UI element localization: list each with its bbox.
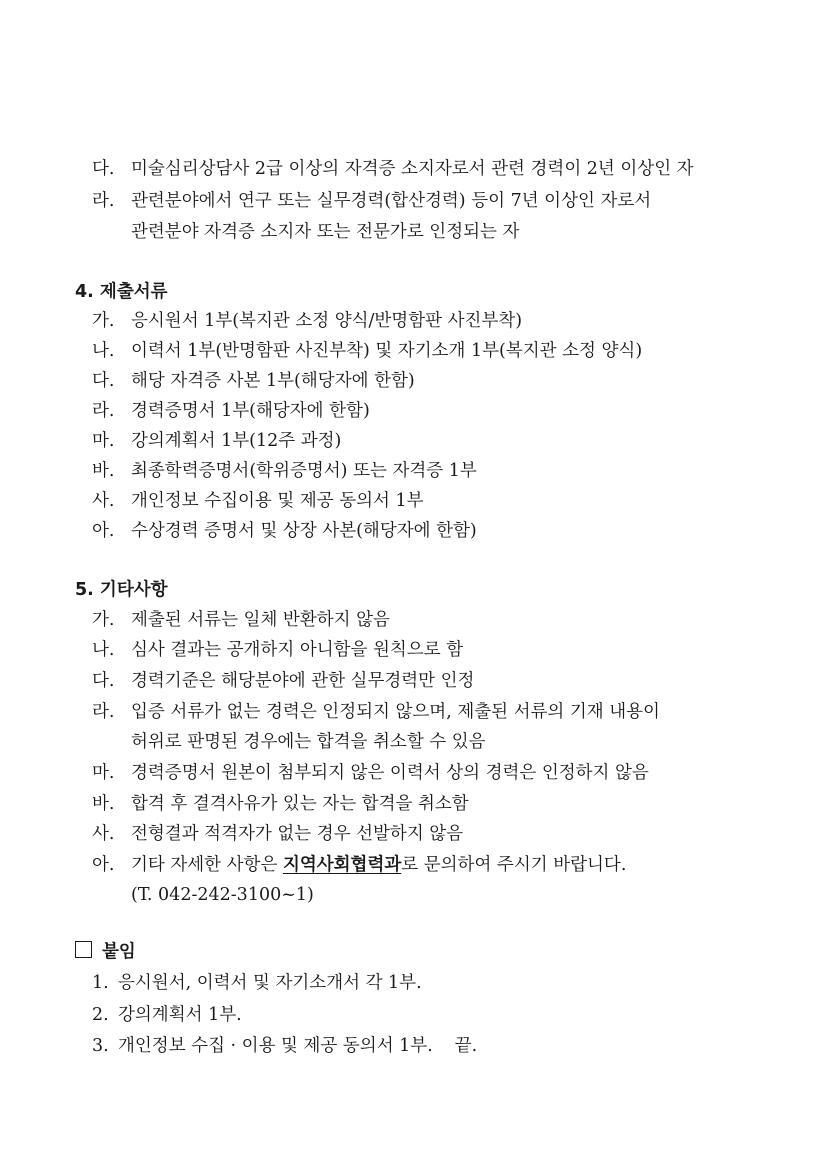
item-marker: 가. [92, 311, 115, 331]
list-item [92, 309, 522, 333]
list-item [92, 608, 390, 632]
list-item [92, 971, 422, 995]
item-marker: 나. [92, 640, 115, 660]
item-marker: 가. [92, 610, 115, 630]
item-marker: 라. [92, 702, 115, 722]
department-name: 지역사회협력과 [282, 855, 402, 875]
list-item [92, 369, 415, 393]
item-text: 경력기준은 해당분야에 관한 실무경력만 인정 [131, 671, 475, 691]
list-item [92, 519, 477, 543]
list-item [92, 700, 660, 724]
item-text: 합격 후 결격사유가 있는 자는 합격을 취소함 [131, 794, 469, 814]
item-marker: 사. [92, 491, 115, 511]
item-text: 수상경력 증명서 및 상장 사본(해당자에 한함) [131, 521, 477, 541]
item-text: 미술심리상담사 2급 이상의 자격증 소지자로서 관련 경력이 2년 이상인 자 [131, 159, 694, 179]
item-text: 응시원서, 이력서 및 자기소개서 각 1부. [118, 973, 422, 993]
list-item [92, 822, 463, 846]
item-text: 경력증명서 1부(해당자에 한함) [131, 401, 370, 421]
checkbox-square-icon [75, 941, 92, 958]
item-continuation: 관련분야 자격증 소지자 또는 전문가로 인정되는 자 [131, 222, 520, 242]
item-text: 개인정보 수집 · 이용 및 제공 동의서 1부. [118, 1036, 433, 1056]
contact-phone: (T. 042-242-3100~1) [131, 885, 314, 905]
item-text: 개인정보 수집이용 및 제공 동의서 1부 [131, 491, 424, 511]
item-continuation: 허위로 판명된 경우에는 합격을 취소할 수 있음 [131, 732, 486, 752]
list-item [92, 853, 626, 877]
item-text: 이력서 1부(반명함판 사진부착) 및 자기소개 1부(복지관 소정 양식) [131, 341, 643, 361]
list-item [92, 669, 474, 693]
list-item [92, 339, 642, 363]
list-item [92, 399, 370, 423]
item-text: 심사 결과는 공개하지 아니함을 원칙으로 함 [131, 640, 464, 660]
item-text-before: 기타 자세한 사항은 [131, 855, 283, 875]
item-text: 강의계획서 1부. [118, 1005, 242, 1025]
list-item [92, 1003, 242, 1027]
item-marker: 아. [92, 855, 115, 875]
item-marker: 아. [92, 521, 115, 541]
item-text: 입증 서류가 없는 경력은 인정되지 않으며, 제출된 서류의 기재 내용이 [131, 702, 660, 722]
item-text: 전형결과 적격자가 없는 경우 선발하지 않음 [131, 824, 464, 844]
attachments-heading [75, 940, 136, 964]
list-item [92, 459, 477, 483]
item-marker: 3. [92, 1036, 109, 1056]
item-marker: 라. [92, 401, 115, 421]
item-marker: 다. [92, 671, 115, 691]
item-text: 응시원서 1부(복지관 소정 양식/반명함판 사진부착) [131, 311, 523, 331]
item-marker: 2. [92, 1005, 109, 1025]
item-marker: 라. [92, 191, 115, 211]
list-item [92, 489, 424, 513]
item-text: 경력증명서 원본이 첨부되지 않은 이력서 상의 경력은 인정하지 않음 [131, 763, 649, 783]
item-marker: 바. [92, 794, 115, 814]
item-marker: 바. [92, 461, 115, 481]
item-marker: 사. [92, 824, 115, 844]
attachments-heading-text: 붙임 [102, 942, 136, 962]
item-text: 해당 자격증 사본 1부(해당자에 한함) [131, 371, 415, 391]
item-marker: 1. [92, 973, 109, 993]
item-marker: 마. [92, 431, 115, 451]
item-text: 강의계획서 1부(12주 과정) [131, 431, 342, 451]
list-item [92, 638, 463, 662]
end-mark: 끝. [454, 1036, 478, 1056]
item-marker: 다. [92, 371, 115, 391]
item-text-after: 로 문의하여 주시기 바랍니다. [401, 855, 627, 875]
item-marker: 마. [92, 763, 115, 783]
list-item [92, 157, 694, 181]
list-item [92, 792, 469, 816]
list-item [92, 429, 341, 453]
section-heading: 4. 제출서류 [75, 282, 168, 302]
item-text: 제출된 서류는 일체 반환하지 않음 [131, 610, 390, 630]
list-item [92, 189, 651, 213]
item-text: 최종학력증명서(학위증명서) 또는 자격증 1부 [131, 461, 477, 481]
list-item [92, 761, 649, 785]
item-marker: 다. [92, 159, 115, 179]
section-heading: 5. 기타사항 [75, 580, 168, 600]
list-item [92, 1034, 477, 1058]
item-marker: 나. [92, 341, 115, 361]
item-text: 관련분야에서 연구 또는 실무경력(합산경력) 등이 7년 이상인 자로서 [131, 191, 652, 211]
